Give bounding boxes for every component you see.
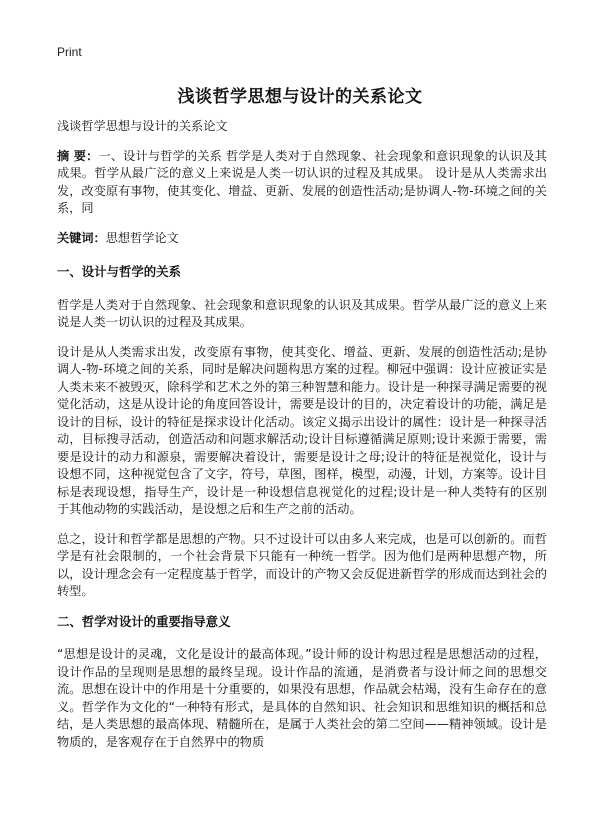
page-title: 浅谈哲学思想与设计的关系论文 bbox=[177, 87, 423, 107]
keywords-paragraph bbox=[57, 230, 547, 248]
abstract-label: 摘 要： bbox=[57, 148, 99, 163]
abstract-text: 一、设计与哲学的关系 哲学是人类对于自然现象、社会现象和意识现象的认识及其成果。哲学从最广泛的意义上来说是人类一切认识的过程及其成果。 设计是从人类需求出发，改变原有事物，使其变化、增益、更新、发展的创造性活动;是协调人-物-环境之间的关系，同 bbox=[57, 148, 547, 215]
section2-paragraph-1: “思想是设计的灵魂，文化是设计的最高体现。”设计师的设计构思过程是思想活动的过程，设计作品的呈现则是思想的最终呈现。设计作品的流通，是消费者与设计师之间的思想交流。思想在设计中的作用是十分重要的，如果没有思想，作品就会枯竭，没有生命存在的意义。哲学作为文化的“一种特有形式，是具体的自然知识、社会知识和思维知识的概括和总结，是人类思想的最高体现、精髓所在，是属于人类社会的第二空间——精神领域。设计是物质的，是客观存在于自然界中的物质 bbox=[57, 647, 547, 749]
article-body bbox=[57, 118, 547, 763]
section-heading-guidance: 二、哲学对设计的重要指导意义 bbox=[57, 613, 231, 629]
print-link[interactable]: Print bbox=[57, 45, 82, 59]
abstract-paragraph bbox=[57, 148, 547, 218]
section1-paragraph-2: 设计是从人类需求出发，改变原有事物，使其变化、增益、更新、发展的创造性活动;是协调人-物-环境之间的关系，同时是解决问题构思方案的过程。柳冠中强调：设计应被证实是人类未来不被毁灭，除科学和艺术之外的第三种智慧和能力。设计是一种探寻满足需要的视觉化活动，这是从设计论的角度回答设计，需要是设计的目的，决定着设计的功能，满足是设计的目标，设计的特征是探求设计化活动。该定义揭示出设计的属性：设计是一种探寻活动，目标搜寻活动，创造活动和问题求解活动;设计目标遵循满足原则;设计来源于需要，需要是设计的动力和源泉，需要解决着设计，需要是设计之母;设计的特征是视觉化，设计与设想不同，这种视觉包含了文字，符号，草图，图样，模型，动漫，计划，方案等。设计目标是表现设想，指导生产，设计是一种设想信息视觉化的过程;设计是一种人类特有的区别于其他动物的实践活动，是设想之后和生产之前的活动。 bbox=[57, 344, 547, 516]
section1-paragraph-1: 哲学是人类对于自然现象、社会现象和意识现象的认识及其成果。哲学从最广泛的意义上来说是人类一切认识的过程及其成果。 bbox=[57, 297, 547, 329]
section1-paragraph-3: 总之，设计和哲学都是思想的产物。只不过设计可以由多人来完成，也是可以创新的。而哲学是有社会限制的，一个社会背景下只能有一种统一哲学。因为他们是两种思想产物，所以，设计理念会有一定程度基于哲学，而设计的产物又会反促进新哲学的形成而达到社会的转型。 bbox=[57, 531, 547, 598]
section-heading-design-philosophy: 一、设计与哲学的关系 bbox=[57, 264, 181, 279]
keywords-text: 思想哲学论文 bbox=[105, 230, 179, 245]
article-subtitle: 浅谈哲学思想与设计的关系论文 bbox=[57, 119, 228, 133]
keywords-label: 关键词： bbox=[57, 230, 106, 245]
